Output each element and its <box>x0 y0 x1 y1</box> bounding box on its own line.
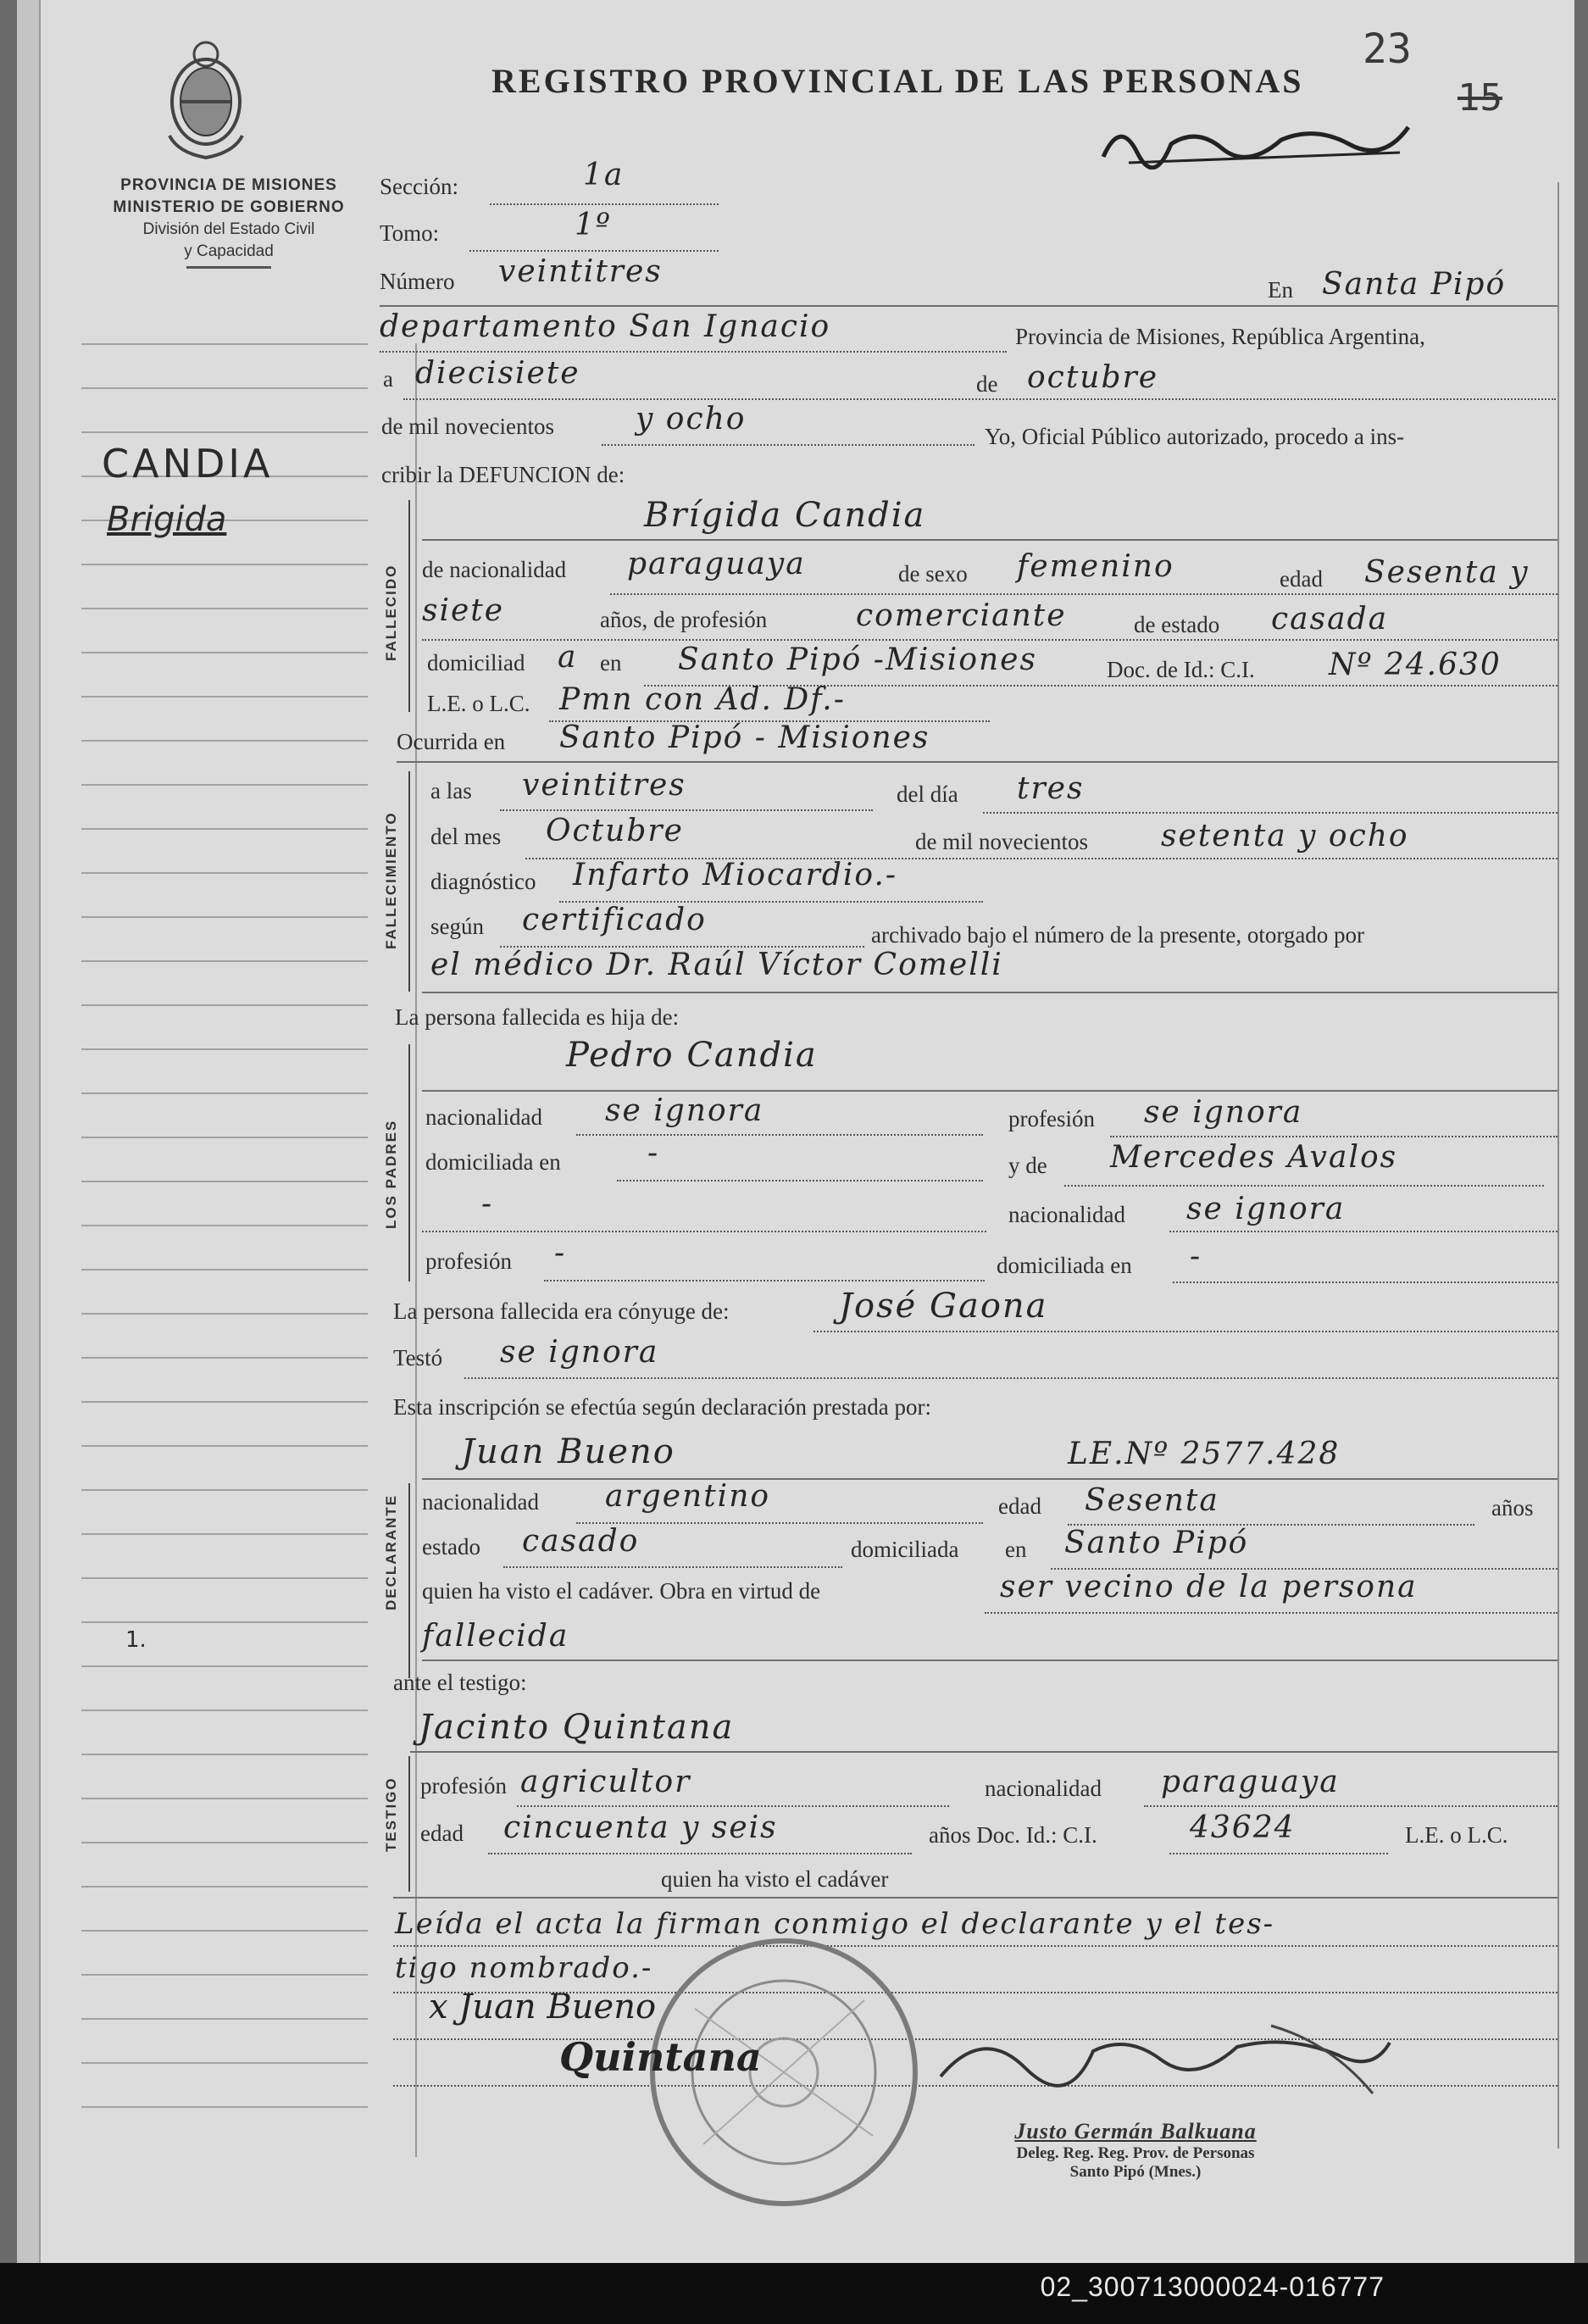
madre-domicilio-line <box>1173 1282 1557 1283</box>
diagnostico-value: Infarto Miocardio.- <box>573 858 898 892</box>
conyuge-line <box>813 1331 1557 1332</box>
declarante-nombre-line <box>422 1478 1557 1480</box>
declarante-doc: LE.Nº 2577.428 <box>1068 1437 1341 1471</box>
testigo-doc: 43624 <box>1190 1810 1296 1845</box>
declarante-virtud-line <box>985 1612 1557 1614</box>
declarante-bracket <box>408 1483 410 1678</box>
margin-rule <box>81 784 368 786</box>
madre-domicilio: - <box>1190 1239 1202 1274</box>
declarante-edad-label: edad <box>998 1493 1041 1519</box>
fallecido-le-label: L.E. o L.C. <box>427 691 530 716</box>
margin-rule <box>81 1225 368 1226</box>
hora-label: a las <box>430 778 472 803</box>
issuer-capacity: y Capacidad <box>184 242 274 260</box>
departamento-value: departamento San Ignacio <box>380 309 831 344</box>
margin-rule <box>81 740 368 742</box>
madre-domicilio-label: domiciliada en <box>997 1253 1132 1278</box>
declarante-estado: casado <box>522 1524 640 1559</box>
old-page-number: 15 <box>1458 76 1502 120</box>
a-label: a <box>383 366 393 392</box>
margin-rule <box>81 1048 368 1050</box>
padre-profesion-label: profesión <box>1008 1106 1095 1131</box>
anio-fecha-value: y ocho <box>636 402 747 436</box>
tomo-value: 1º <box>575 208 612 242</box>
margin-rule <box>81 2106 368 2108</box>
margin-rule <box>81 1313 368 1315</box>
testo-value: se ignora <box>500 1335 659 1370</box>
fallecido-doc-label: Doc. de Id.: C.I. <box>1107 657 1255 682</box>
fallecido-doc: Nº 24.630 <box>1329 648 1502 682</box>
margin-tick: 1. <box>125 1627 147 1653</box>
testigo-section-label: TESTIGO <box>383 1776 399 1852</box>
testigo-edad-line <box>488 1853 912 1854</box>
fallecido-en-label: en <box>600 650 622 676</box>
de-label: de <box>976 371 998 397</box>
fallecido-profesion-label: años, de profesión <box>600 607 768 632</box>
margin-rule <box>81 1181 368 1182</box>
segun-label: según <box>430 914 484 939</box>
tomo-line <box>469 250 719 252</box>
margin-rule <box>81 1754 368 1755</box>
margin-rule <box>81 2018 368 2020</box>
fallecido-nacionalidad-label: de nacionalidad <box>422 557 567 582</box>
padre-domicilio-label: domiciliada en <box>425 1149 561 1175</box>
testigo-intro: ante el testigo: <box>393 1670 527 1695</box>
official-block <box>915 2119 1356 2182</box>
archivado-label: archivado bajo el número de la presente, otorgado por <box>871 922 1365 948</box>
madre-nombre-line <box>1064 1185 1544 1187</box>
declarante-signature: x Juan Bueno <box>429 1988 657 2027</box>
margin-rule <box>81 1533 368 1535</box>
diagnostico-label: diagnóstico <box>430 869 536 894</box>
fallecido-sexo: femenino <box>1017 549 1174 584</box>
hora-line <box>500 809 873 811</box>
margin-rule <box>81 1269 368 1270</box>
dia-value: tres <box>1017 771 1085 806</box>
page-number: 23 <box>1363 25 1412 73</box>
official-location: Santo Pipó (Mnes.) <box>1069 2163 1202 2181</box>
margin-rule <box>81 431 368 433</box>
register-page <box>17 0 1574 2263</box>
declarante-anios-label: años <box>1491 1495 1534 1521</box>
testigo-nacionalidad: paraguaya <box>1161 1765 1340 1799</box>
margin-rule <box>81 1930 368 1932</box>
padre-nombre: Pedro Candia <box>566 1036 818 1075</box>
declarante-virtud-cont: fallecida <box>422 1619 569 1654</box>
dia-line <box>983 812 1557 814</box>
issuer-province: PROVINCIA DE MISIONES <box>120 176 337 194</box>
declarante-edad: Sesenta <box>1085 1483 1219 1518</box>
dia-label: del día <box>897 781 958 807</box>
declarante-nombre: Juan Bueno <box>461 1432 675 1471</box>
declarante-domicilio: Santo Pipó <box>1064 1526 1249 1560</box>
page-title: REGISTRO PROVINCIAL DE LAS PERSONAS <box>491 62 1304 100</box>
margin-rule <box>81 1621 368 1623</box>
fallecido-nacionalidad: paraguaya <box>627 547 806 581</box>
testigo-profesion-label: profesión <box>420 1773 507 1799</box>
fallecido-sexo-label: de sexo <box>898 561 968 587</box>
official-signature <box>932 2009 1407 2110</box>
fallecido-edad: Sesenta y <box>1364 555 1530 590</box>
testigo-doc-label: años Doc. Id.: C.I. <box>929 1822 1097 1848</box>
padre-nacionalidad-line <box>576 1134 983 1136</box>
document-code: 02_300713000024-016777 <box>1040 2271 1385 2302</box>
testigo-nacionalidad-line <box>1144 1805 1557 1807</box>
margin-rule <box>81 1401 368 1403</box>
margin-notes-column <box>66 343 371 2157</box>
declarante-estado-label: estado <box>422 1534 480 1560</box>
seccion-label: Sección: <box>380 174 458 199</box>
mes-value: Octubre <box>546 814 684 848</box>
tomo-label: Tomo: <box>380 220 440 246</box>
medico-line <box>422 992 1557 993</box>
fallecido-edad-label: edad <box>1280 566 1323 592</box>
padres-section-label: LOS PADRES <box>383 1119 399 1229</box>
padre-profesion-line <box>1110 1136 1557 1137</box>
cierre-line-1: Leída el acta la firman conmigo el declarante y el tes- <box>395 1907 1275 1941</box>
testigo-visto-label: quien ha visto el cadáver <box>661 1866 889 1892</box>
fallecido-nombre: Brígida Candia <box>644 496 926 535</box>
numero-line <box>380 305 1557 307</box>
fecha-line <box>403 398 1556 400</box>
fallecido-le: Pmn con Ad. Df.- <box>559 682 846 717</box>
margin-rule <box>81 608 368 609</box>
margin-rule <box>81 696 368 698</box>
margin-rule <box>81 1974 368 1976</box>
margin-rule <box>81 343 368 345</box>
cierre-top-line <box>393 1897 1557 1899</box>
seccion-line <box>490 203 719 205</box>
margin-rule <box>81 652 368 653</box>
anio-value: setenta y ocho <box>1161 819 1409 853</box>
margin-rule <box>81 1137 368 1138</box>
registrar-initial-signature <box>1095 110 1425 170</box>
fallecimiento-bracket <box>408 771 410 992</box>
margin-rule <box>81 872 368 874</box>
testigo-nacionalidad-label: nacionalidad <box>985 1776 1102 1801</box>
declarante-en-label: en <box>1005 1537 1027 1562</box>
testigo-signature: Quintana <box>559 2034 762 2080</box>
en-value: Santa Pipó <box>1322 267 1507 302</box>
padre-nombre-line <box>422 1090 1557 1092</box>
testigo-nombre: Jacinto Quintana <box>419 1708 735 1747</box>
numero-label: Número <box>380 269 455 294</box>
declarante-virtud-cont-line <box>422 1660 1557 1661</box>
testigo-profesion-line <box>517 1805 949 1807</box>
provincia-label: Provincia de Misiones, República Argentina, <box>1015 324 1425 349</box>
testigo-le-label: L.E. o L.C. <box>1405 1822 1508 1848</box>
testo-label: Testó <box>393 1345 443 1370</box>
margin-surname: CANDIA <box>102 441 274 486</box>
margin-rule <box>81 1489 368 1491</box>
margin-rule <box>81 1004 368 1006</box>
issuer-block <box>85 175 373 269</box>
coat-of-arms-icon <box>161 34 251 161</box>
declarante-virtud: ser vecino de la persona <box>1000 1570 1418 1604</box>
padre-nacionalidad: se ignora <box>605 1093 764 1128</box>
margin-divider <box>415 343 417 2157</box>
margin-rule <box>81 1665 368 1667</box>
segun-value: certificado <box>522 903 707 937</box>
issuer-rule <box>186 266 271 269</box>
mes-fecha-value: octubre <box>1027 360 1159 395</box>
testo-line <box>464 1377 1557 1379</box>
fallecido-domicilio: Santo Pipó -Misiones <box>678 642 1037 677</box>
oficial-label: Yo, Oficial Público autorizado, procedo a ins- <box>985 424 1405 449</box>
margin-rule <box>81 1357 368 1359</box>
madre-nacionalidad-label: nacionalidad <box>1008 1202 1125 1227</box>
declarante-intro: Esta inscripción se efectúa según declaración prestada por: <box>393 1394 931 1420</box>
margin-rule <box>81 960 368 962</box>
declarante-nacionalidad-label: nacionalidad <box>422 1489 539 1515</box>
anio-fecha-line <box>602 444 974 446</box>
margin-rule <box>81 916 368 918</box>
madre-profesion-line <box>544 1280 985 1282</box>
madre-profesion-label: profesión <box>425 1248 512 1274</box>
padres-blank-line <box>422 1231 986 1232</box>
declarante-visto-label: quien ha visto el cadáver. Obra en virtud de <box>422 1578 821 1604</box>
margin-rule <box>81 1842 368 1843</box>
hora-value: veintitres <box>522 768 686 803</box>
testigo-nombre-line <box>410 1751 1557 1753</box>
ocurrida-line <box>397 761 1557 763</box>
margin-rule <box>81 1798 368 1799</box>
fallecimiento-section-label: FALLECIMIENTO <box>383 811 399 949</box>
numero-value: veintitres <box>498 254 663 289</box>
ocurrida-label: Ocurrida en <box>397 729 506 754</box>
declarante-estado-line <box>503 1566 842 1568</box>
margin-rule <box>81 828 368 830</box>
issuer-division: División del Estado Civil <box>142 220 315 238</box>
margin-rule <box>81 1886 368 1888</box>
madre-nacionalidad-line <box>1169 1231 1557 1232</box>
padre-domicilio: - <box>647 1136 660 1170</box>
testigo-bracket <box>408 1756 410 1892</box>
en-label: En <box>1268 277 1293 303</box>
fallecido-profesion: comerciante <box>856 598 1067 633</box>
fallecido-estado-label: de estado <box>1134 612 1220 637</box>
right-border <box>1557 182 1559 2149</box>
fallecido-bracket <box>408 500 410 712</box>
inscribir-label: cribir la DEFUNCION de: <box>381 462 625 487</box>
departamento-line <box>380 351 1007 353</box>
margin-rule <box>81 1710 368 1711</box>
fallecido-edad-cont: siete <box>422 593 505 628</box>
mes-label: del mes <box>430 824 502 849</box>
declarante-domiciliada-label: domiciliada <box>851 1537 959 1562</box>
padre-profesion: se ignora <box>1144 1095 1303 1130</box>
madre-label: y de <box>1008 1153 1047 1178</box>
fallecido-domicilio-label: domiciliad <box>427 650 525 676</box>
fallecido-estado: casada <box>1271 602 1389 637</box>
margin-given-name: Brigida <box>107 500 227 539</box>
testigo-edad-label: edad <box>420 1821 464 1846</box>
conyuge-label: La persona fallecida era cónyuge de: <box>393 1298 730 1324</box>
testigo-profesion: agricultor <box>520 1765 691 1799</box>
declarante-nacionalidad: argentino <box>605 1479 771 1514</box>
testigo-doc-line <box>1169 1853 1388 1854</box>
margin-rule <box>81 387 368 389</box>
de-mil-fallecimiento-label: de mil novecientos <box>915 829 1088 854</box>
margin-rule <box>81 2062 368 2064</box>
dia-fecha-value: diecisiete <box>415 356 580 391</box>
medico-value: el médico Dr. Raúl Víctor Comelli <box>430 948 1003 982</box>
padres-blank: - <box>481 1187 494 1221</box>
official-role: Deleg. Reg. Reg. Prov. de Personas <box>1016 2144 1255 2162</box>
madre-profesion: - <box>554 1236 567 1270</box>
fallecido-nacionalidad-line <box>610 593 1557 595</box>
testigo-edad: cincuenta y seis <box>503 1810 778 1845</box>
padres-intro: La persona fallecida es hija de: <box>395 1004 680 1030</box>
padres-bracket <box>408 1044 410 1282</box>
margin-rule <box>81 1577 368 1579</box>
cierre-line-2: tigo nombrado.- <box>395 1951 653 1985</box>
seccion-value: 1a <box>583 158 625 192</box>
declarante-section-label: DECLARANTE <box>383 1493 399 1610</box>
madre-nacionalidad: se ignora <box>1186 1192 1346 1226</box>
conyuge-value: José Gaona <box>839 1287 1048 1326</box>
de-mil-label: de mil novecientos <box>381 414 554 439</box>
ocurrida-value: Santo Pipó - Misiones <box>559 720 930 755</box>
madre-nombre: Mercedes Avalos <box>1110 1140 1398 1175</box>
fallecido-domicilio-suffix: a <box>558 640 578 675</box>
fallecido-section-label: FALLECIDO <box>383 564 399 661</box>
fallecido-nombre-line <box>422 539 1557 541</box>
official-name: Justo Germán Balkuana <box>1014 2119 1257 2143</box>
margin-rule <box>81 564 368 565</box>
binding-edge <box>17 0 41 2263</box>
margin-rule <box>81 1093 368 1094</box>
padre-nacionalidad-label: nacionalidad <box>425 1104 542 1130</box>
margin-rule <box>81 1445 368 1447</box>
padre-domicilio-line <box>617 1180 983 1181</box>
cierre-line-1-rule <box>393 1945 1557 1947</box>
fallecido-profesion-line <box>422 639 1557 641</box>
issuer-ministry: MINISTERIO DE GOBIERNO <box>113 198 345 216</box>
